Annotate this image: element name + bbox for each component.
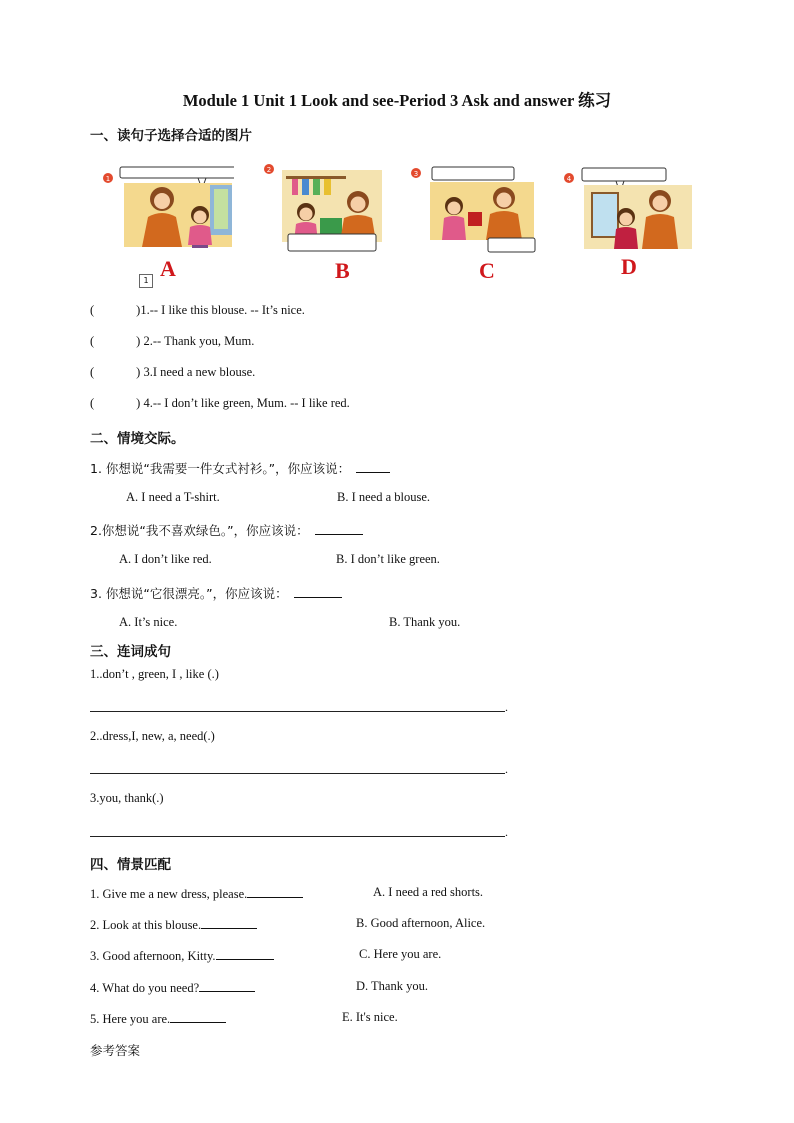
situation-question-1: 1. 你想说“我需要一件女式衬衫。”，你应该说： [90, 459, 390, 477]
matching-question-3: ( ) 3.I need a new blouse. [90, 365, 256, 379]
option-1b[interactable]: B. I need a blouse. [337, 490, 431, 504]
sentence-prompt-2: 2..dress,I, new, a, need(.) [90, 729, 215, 743]
answer-line-3[interactable] [90, 836, 505, 837]
answer-line-2[interactable] [90, 773, 505, 774]
svg-text:3: 3 [413, 170, 419, 178]
situation-question-2: 2.你想说“我不喜欢绿色。”，你应该说： [90, 521, 363, 539]
section-heading-2: 二、情境交际。 [90, 431, 185, 447]
match-blank-3[interactable] [216, 947, 274, 960]
svg-text:1: 1 [105, 175, 111, 183]
match-left-1: 1. Give me a new dress, please. [90, 885, 303, 902]
answer-blank-s2[interactable] [315, 522, 363, 535]
small-label-box: 1 [139, 274, 153, 288]
picture-b[interactable] [262, 162, 394, 252]
matching-question-2: ( ) 2.-- Thank you, Mum. [90, 334, 255, 348]
illustration-mother-daughter-shop [102, 165, 234, 255]
match-left-2: 2. Look at this blouse. [90, 916, 257, 933]
option-3b[interactable]: B. Thank you. [389, 615, 461, 629]
matching-question-1: ( )1.-- I like this blouse. -- It’s nice. [90, 303, 305, 317]
answer-blank-s3[interactable] [294, 585, 342, 598]
match-option-b: B. Good afternoon, Alice. [356, 916, 486, 930]
section-heading-3: 三、连词成句 [90, 644, 171, 660]
option-2a[interactable]: A. I don’t like red. [119, 552, 212, 566]
option-1a[interactable]: A. I need a T-shirt. [126, 490, 220, 504]
picture-label-d: D [621, 254, 637, 279]
match-left-3: 3. Good afternoon, Kitty. [90, 947, 274, 964]
match-blank-4[interactable] [199, 979, 255, 992]
section-heading-4: 四、情景匹配 [90, 857, 171, 873]
picture-d[interactable] [562, 165, 694, 255]
answer-line-end-3: . [505, 825, 508, 839]
match-option-a: A. I need a red shorts. [373, 885, 484, 899]
match-option-e: E. It's nice. [342, 1010, 398, 1024]
section-heading-1: 一、读句子选择合适的图片 [90, 128, 252, 144]
matching-question-4: ( ) 4.-- I don’t like green, Mum. -- I like red. [90, 396, 350, 410]
svg-text:4: 4 [566, 175, 572, 183]
answer-key-heading: 参考答案 [90, 1043, 141, 1058]
picture-label-a: A [160, 256, 176, 281]
page-title: Module 1 Unit 1 Look and see-Period 3 Ask and answer 练习 [182, 91, 612, 110]
match-blank-2[interactable] [201, 916, 257, 929]
illustration-clothes-rack [262, 162, 394, 252]
situation-question-3: 3. 你想说“它很漂亮。”，你应该说： [90, 584, 342, 602]
match-option-d: D. Thank you. [356, 979, 428, 993]
match-left-5: 5. Here you are. [90, 1010, 226, 1027]
sentence-prompt-3: 3.you, thank(.) [90, 791, 164, 805]
svg-text:2: 2 [266, 166, 272, 174]
match-blank-5[interactable] [170, 1010, 226, 1023]
answer-paren-open: ( [90, 303, 95, 317]
match-blank-1[interactable] [247, 885, 303, 898]
option-2b[interactable]: B. I don’t like green. [336, 552, 440, 566]
illustration-mirror-blouse [562, 165, 694, 255]
answer-line-1[interactable] [90, 711, 505, 712]
match-option-c: C. Here you are. [359, 947, 442, 961]
sentence-prompt-1: 1..don’t , green, I , like (.) [90, 667, 219, 681]
match-left-4: 4. What do you need? [90, 979, 255, 996]
option-3a[interactable]: A. It’s nice. [119, 615, 178, 629]
picture-c[interactable] [408, 164, 540, 254]
answer-line-end-1: . [505, 700, 508, 714]
answer-blank-s1[interactable] [356, 460, 390, 473]
picture-label-c: C [479, 258, 495, 283]
picture-label-b: B [335, 258, 350, 283]
answer-line-end-2: . [505, 762, 508, 776]
picture-a[interactable] [102, 165, 234, 255]
illustration-giving-blouse [408, 164, 540, 254]
